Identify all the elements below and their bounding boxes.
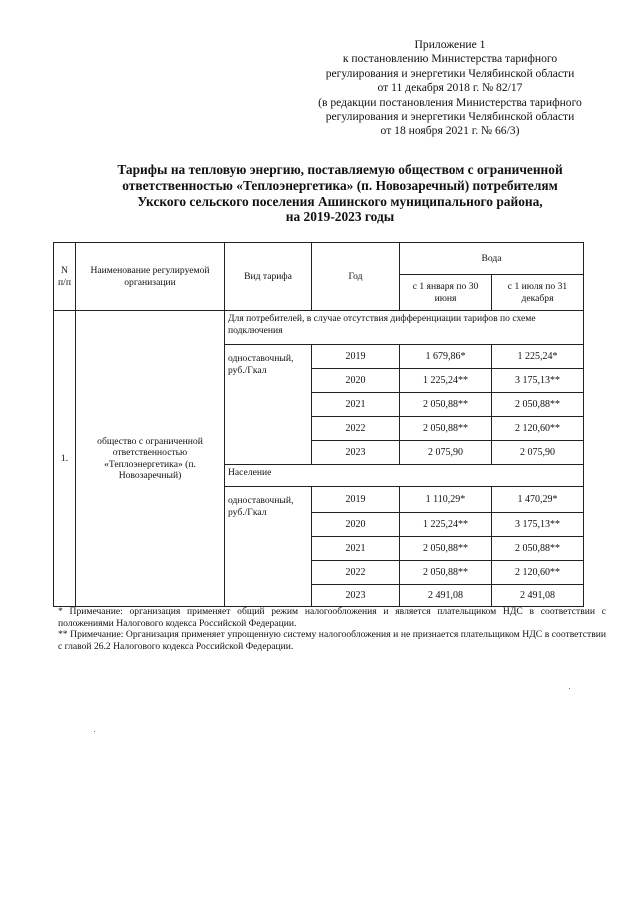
appendix-line: (в редакции постановления Министерства тарифного — [318, 95, 582, 109]
tariff-type-cell: одноставочный, руб./Гкал — [225, 345, 312, 465]
table-header-row — [54, 243, 584, 275]
appendix-header — [290, 38, 610, 139]
value-cell-h2: 2 075,90 — [492, 441, 584, 465]
value-cell-h1: 2 050,88** — [400, 537, 492, 561]
value-cell-h1: 2 491,08 — [400, 585, 492, 607]
title-line: на 2019-2023 годы — [285, 209, 395, 225]
title-line: ответственностью «Теплоэнергетика» (п. Новозаречный) потребителям — [122, 177, 558, 193]
header-water: Вода — [400, 243, 584, 275]
value-cell-h2: 2 120,60** — [492, 561, 584, 585]
year-cell: 2019 — [312, 487, 400, 513]
footnote-single-asterisk: * Примечание: организация применяет общий режим налогообложения и является плательщиком НДС в соответствии с положениями Налогового кодекса Российской Федерации. — [58, 606, 606, 629]
title-line: Тарифы на тепловую энергию, поставляемую обществом с ограниченной — [117, 162, 563, 177]
tariff-table — [53, 242, 584, 607]
scan-speck — [94, 731, 95, 732]
year-cell: 2020 — [312, 369, 400, 393]
value-cell-h1: 1 225,24** — [400, 369, 492, 393]
appendix-line: от 11 декабря 2018 г. № 82/17 — [377, 81, 523, 95]
group-label: Для потребителей, в случае отсутствия дифференциации тарифов по схеме подключения — [225, 311, 584, 345]
table-row — [54, 311, 584, 345]
year-cell: 2021 — [312, 537, 400, 561]
header-year: Год — [312, 243, 400, 311]
year-cell: 2021 — [312, 393, 400, 417]
year-cell: 2022 — [312, 561, 400, 585]
appendix-line: регулирования и энергетики Челябинской области — [325, 110, 575, 124]
value-cell-h2: 3 175,13** — [492, 369, 584, 393]
appendix-line: Приложение 1 — [414, 38, 486, 51]
header-num: N п/п — [54, 243, 76, 311]
value-cell-h2: 1 225,24* — [492, 345, 584, 369]
year-cell: 2019 — [312, 345, 400, 369]
header-org: Наименование регулируемой организации — [76, 243, 225, 311]
value-cell-h2: 2 050,88** — [492, 393, 584, 417]
header-tariff-type: Вид тарифа — [225, 243, 312, 311]
appendix-line: регулирования и энергетики Челябинской области — [325, 66, 575, 80]
footnote-double-asterisk: ** Примечание: Организация применяет упрощенную систему налогообложения и не признается плательщиком НДС в соответствии с главой 26.2 Налогового кодекса Российской Федерации. — [58, 629, 606, 652]
value-cell-h1: 1 679,86* — [400, 345, 492, 369]
value-cell-h1: 1 225,24** — [400, 513, 492, 537]
value-cell-h2: 2 120,60** — [492, 417, 584, 441]
value-cell-h2: 2 491,08 — [492, 585, 584, 607]
year-cell: 2023 — [312, 441, 400, 465]
header-period-1: с 1 января по 30 июня — [400, 275, 492, 311]
year-cell: 2020 — [312, 513, 400, 537]
appendix-line: от 18 ноября 2021 г. № 66/3) — [380, 124, 520, 138]
document-title — [60, 162, 620, 225]
org-name: общество с ограниченной ответственностью «Теплоэнергетика» (п. Новозаречный) — [76, 311, 225, 607]
value-cell-h1: 2 075,90 — [400, 441, 492, 465]
value-cell-h1: 2 050,88** — [400, 393, 492, 417]
scan-speck — [569, 688, 570, 689]
year-cell: 2022 — [312, 417, 400, 441]
header-period-2: с 1 июля по 31 декабря — [492, 275, 584, 311]
tariff-type-cell: одноставочный, руб./Гкал — [225, 487, 312, 607]
value-cell-h1: 2 050,88** — [400, 417, 492, 441]
title-line: Укского сельского поселения Ашинского муниципального района, — [137, 193, 543, 209]
year-cell: 2023 — [312, 585, 400, 607]
appendix-line: к постановлению Министерства тарифного — [342, 52, 558, 66]
footnotes — [58, 606, 606, 652]
value-cell-h1: 2 050,88** — [400, 561, 492, 585]
value-cell-h2: 3 175,13** — [492, 513, 584, 537]
row-number: 1. — [54, 311, 76, 607]
value-cell-h1: 1 110,29* — [400, 487, 492, 513]
value-cell-h2: 1 470,29* — [492, 487, 584, 513]
value-cell-h2: 2 050,88** — [492, 537, 584, 561]
group-label: Население — [225, 465, 584, 487]
